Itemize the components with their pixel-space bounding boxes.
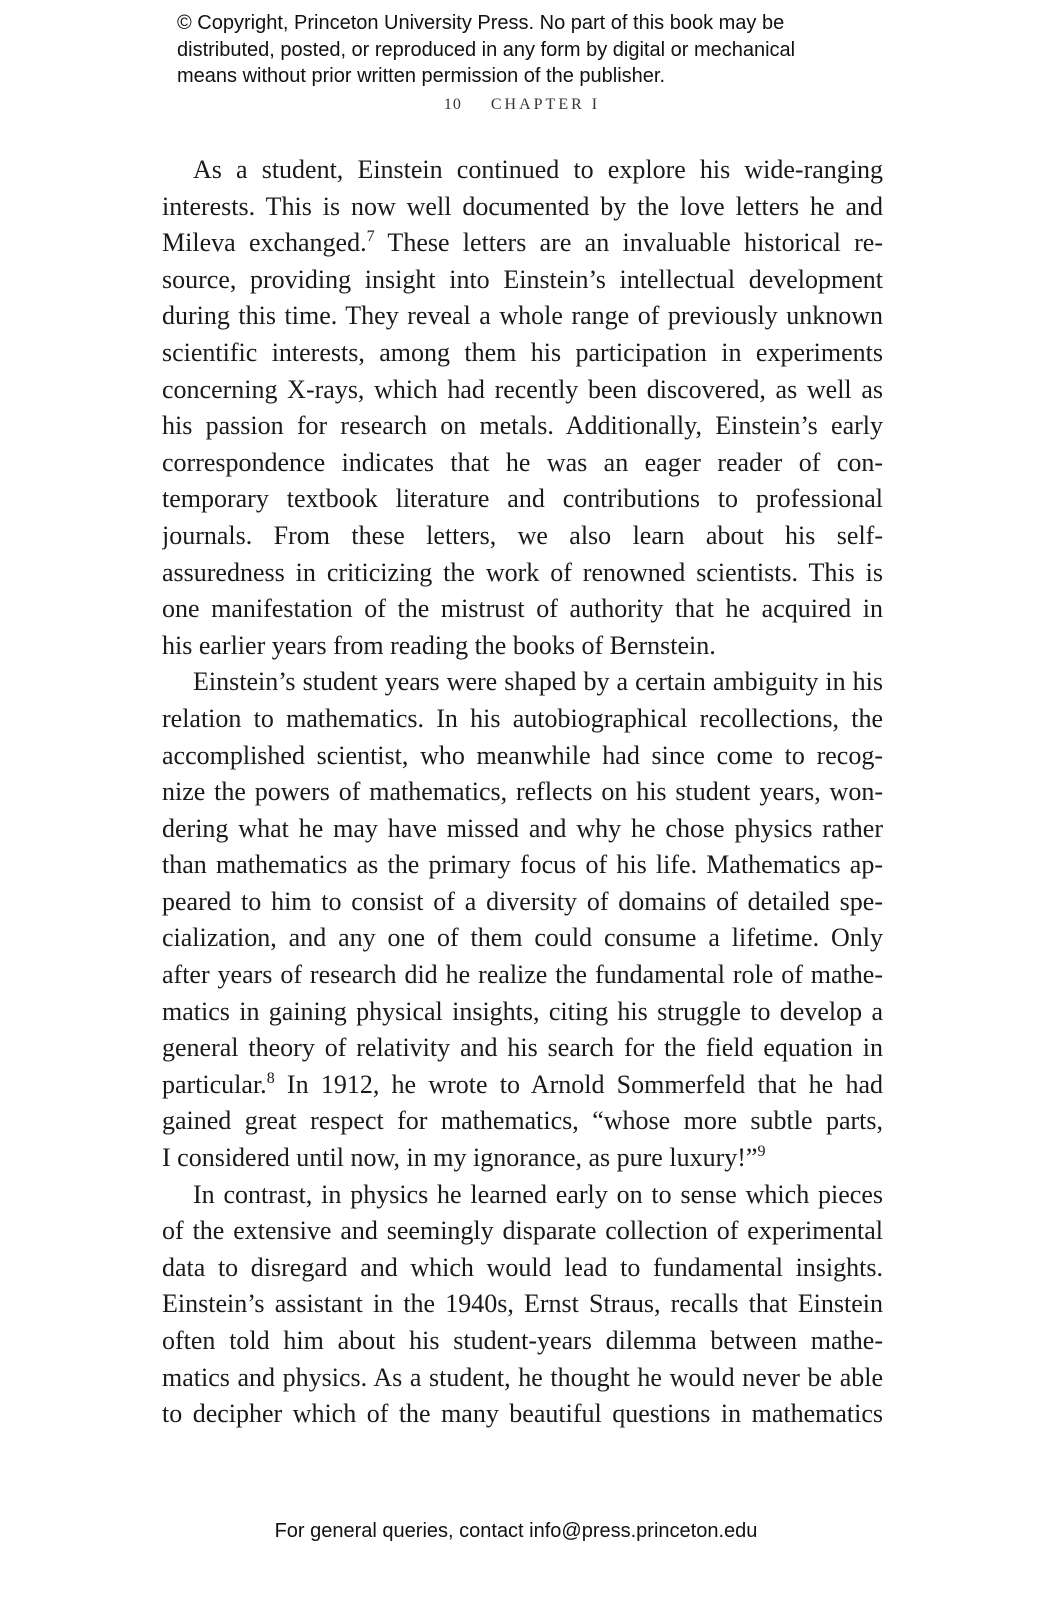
- body-text: [162, 152, 883, 1433]
- text-line: Einstein’s student years were shaped by a certain ambiguity in his: [193, 667, 883, 697]
- footnote-marker[interactable]: 9: [757, 1143, 766, 1161]
- footer-contact: For general queries, contact info@press.princeton.edu: [274, 1520, 758, 1542]
- text-line: during this time. They reveal a whole range of previously unknown: [162, 301, 883, 331]
- text-line: to decipher which of the many beautiful questions in mathematics: [162, 1399, 883, 1429]
- text-line: assuredness in criticizing the work of renowned scientists. This is: [162, 557, 883, 587]
- text-line: his passion for research on metals. Additionally, Einstein’s early: [162, 411, 883, 441]
- paragraph: [162, 1177, 883, 1433]
- text-line: peared to him to consist of a diversity of domains of detailed spe-: [162, 886, 883, 916]
- footnote-marker[interactable]: 7: [366, 228, 375, 246]
- text-line: temporary textbook literature and contributions to professional: [162, 484, 883, 514]
- text-line: As a student, Einstein continued to explore his wide-ranging: [193, 155, 883, 184]
- text-line: often told him about his student-years dilemma between mathe-: [162, 1326, 883, 1355]
- text-line: scientific interests, among them his participation in experiments: [162, 337, 883, 367]
- text-line: Mileva exchanged.$^7$ These letters are an invaluable historical re-: [162, 228, 883, 258]
- text-line: accomplished scientist, who meanwhile had since come to recog-: [162, 740, 883, 770]
- text-line: one manifestation of the mistrust of authority that he acquired in: [162, 594, 883, 624]
- text-line: after years of research did he realize the fundamental role of mathe-: [162, 960, 883, 990]
- text-line: his earlier years from reading the books of Bernstein.: [162, 630, 716, 660]
- paragraph: [162, 664, 883, 1176]
- text-line: matics in gaining physical insights, citing his struggle to develop a: [162, 996, 883, 1026]
- running-head: [0, 96, 1044, 114]
- copyright-line: distributed, posted, or reproduced in any form by digital or mechanical: [177, 38, 796, 61]
- copyright-notice: [177, 10, 795, 90]
- text-line: cialization, and any one of them could consume a lifetime. Only: [162, 923, 883, 953]
- text-line: I considered until now, in my ignorance, as pure luxury!”$^9$: [162, 1143, 766, 1173]
- copyright-line: © Copyright, Princeton University Press. No part of this book may be: [177, 12, 785, 34]
- text-line: source, providing insight into Einstein’s intellectual development: [162, 264, 883, 294]
- text-line: correspondence indicates that he was an eager reader of con-: [162, 447, 883, 477]
- text-line: journals. From these letters, we also learn about his self-: [162, 520, 883, 550]
- text-line: Einstein’s assistant in the 1940s, Ernst Straus, recalls that Einstein: [162, 1289, 883, 1319]
- text-line: general theory of relativity and his search for the field equation in: [162, 1033, 883, 1063]
- chapter-title: CHAPTER I: [490, 96, 601, 113]
- text-line: of the extensive and seemingly disparate collection of experimental: [162, 1216, 883, 1246]
- copyright-line: means without prior written permission of the publisher.: [177, 65, 666, 87]
- text-line: dering what he may have missed and why he chose physics rather: [162, 813, 883, 843]
- text-line: concerning X-rays, which had recently been discovered, as well as: [162, 374, 883, 404]
- text-line: nize the powers of mathematics, reflects on his student years, won-: [162, 777, 883, 807]
- text-line: interests. This is now well documented by the love letters he and: [162, 191, 883, 221]
- text-line: In contrast, in physics he learned early on to sense which pieces: [193, 1179, 883, 1209]
- page-number: 10: [443, 96, 462, 113]
- text-line: data to disregard and which would lead to fundamental insights.: [162, 1252, 883, 1282]
- text-line: matics and physics. As a student, he thought he would never be able: [162, 1362, 883, 1392]
- text-line: than mathematics as the primary focus of his life. Mathematics ap-: [162, 850, 883, 880]
- paragraph: [162, 152, 883, 664]
- text-line: relation to mathematics. In his autobiographical recollections, the: [162, 703, 883, 733]
- footnote-marker[interactable]: 8: [266, 1069, 275, 1087]
- text-line: particular.$^8$ In 1912, he wrote to Arnold Sommerfeld that he had: [162, 1069, 883, 1099]
- text-line: gained great respect for mathematics, “whose more subtle parts,: [162, 1106, 883, 1136]
